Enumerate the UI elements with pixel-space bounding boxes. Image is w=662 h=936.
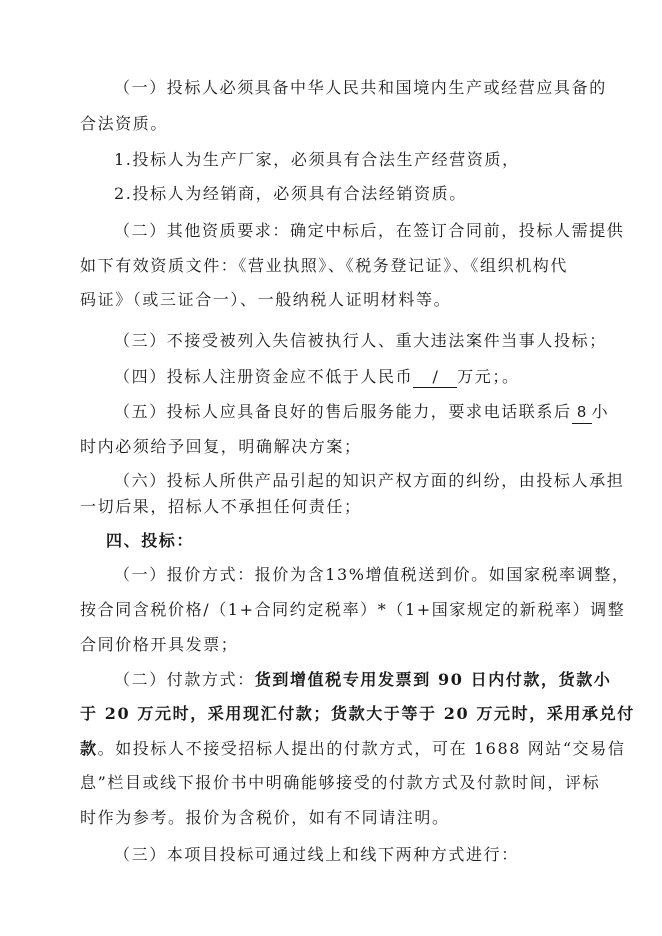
section4-heading: 四、投标： — [106, 531, 195, 550]
item1-line1: （一）投标人必须具备中华人民共和国境内生产或经营应具备的 — [114, 78, 607, 97]
item2-line1: （二）其他资质要求：确定中标后，在签订合同前，投标人需提供 — [114, 221, 625, 240]
payment-method-line2: 于 20 万元时，采用现汇付款；货款大于等于 20 万元时，采用承兑付 — [80, 704, 635, 723]
payment-label: （二）付款方式： — [114, 670, 255, 689]
item3-line: （三）不接受被列入失信被执行人、重大违法案件当事人投标； — [114, 331, 607, 350]
response-hours-blank: 8 — [572, 403, 592, 424]
item6-line1: （六）投标人所供产品引起的知识产权方面的纠纷，由投标人承担 — [114, 471, 625, 490]
item4-text-pre: （四）投标人注册资金应不低于人民币 — [114, 367, 414, 386]
item1-sub2: 2.投标人为经销商，必须具有合法经销资质。 — [114, 184, 467, 203]
payment-method-line1 — [114, 670, 634, 690]
payment-method-line4: 息”栏目或线下报价书中明确能够接受的付款方式及付款时间，评标 — [80, 773, 601, 792]
bid-method-line: （三）本项目投标可通过线上和线下两种方式进行： — [114, 845, 519, 864]
item4-text-post: 万元；。 — [457, 367, 520, 386]
payment-terms-bold: 货到增值税专用发票到 90 日内付款，货款小 — [254, 670, 612, 689]
payment-terms-bold-end: 款 — [80, 739, 98, 758]
payment-note: 。如投标人不接受招标人提出的付款方式，可在 1688 网站“交易信 — [97, 739, 626, 758]
item5-line2: 时内必须给予回复，明确解决方案； — [80, 437, 362, 456]
item1-sub1: 1.投标人为生产厂家，必须具有合法生产经营资质， — [114, 150, 520, 169]
payment-method-line3 — [80, 739, 626, 759]
item6-line2: 一切后果，招标人不承担任何责任； — [80, 497, 362, 516]
item5-line1 — [114, 402, 634, 424]
item4-line — [114, 367, 634, 388]
quote-method-line2: 按合同含税价格/（1+合同约定税率）*（1+国家规定的新税率）调整 — [80, 600, 626, 619]
item5-text-post: 小 — [591, 402, 610, 421]
payment-method-line5: 时作为参考。报价为含税价，如有不同请注明。 — [80, 808, 450, 827]
item5-text-pre: （五）投标人应具备良好的售后服务能力，要求电话联系后 — [114, 402, 572, 421]
quote-method-line1: （一）报价方式：报价为含13%增值税送到价。如国家税率调整， — [114, 565, 630, 584]
item1-line2: 合法资质。 — [80, 114, 169, 133]
quote-method-line3: 合同价格开具发票； — [80, 635, 239, 654]
item2-line2: 如下有效资质文件：《营业执照》、《税务登记证》、《组织机构代 — [80, 256, 569, 275]
item2-line3: 码证》（或三证合一）、一般纳税人证明材料等。 — [80, 290, 452, 309]
registered-capital-blank: / — [413, 367, 457, 388]
